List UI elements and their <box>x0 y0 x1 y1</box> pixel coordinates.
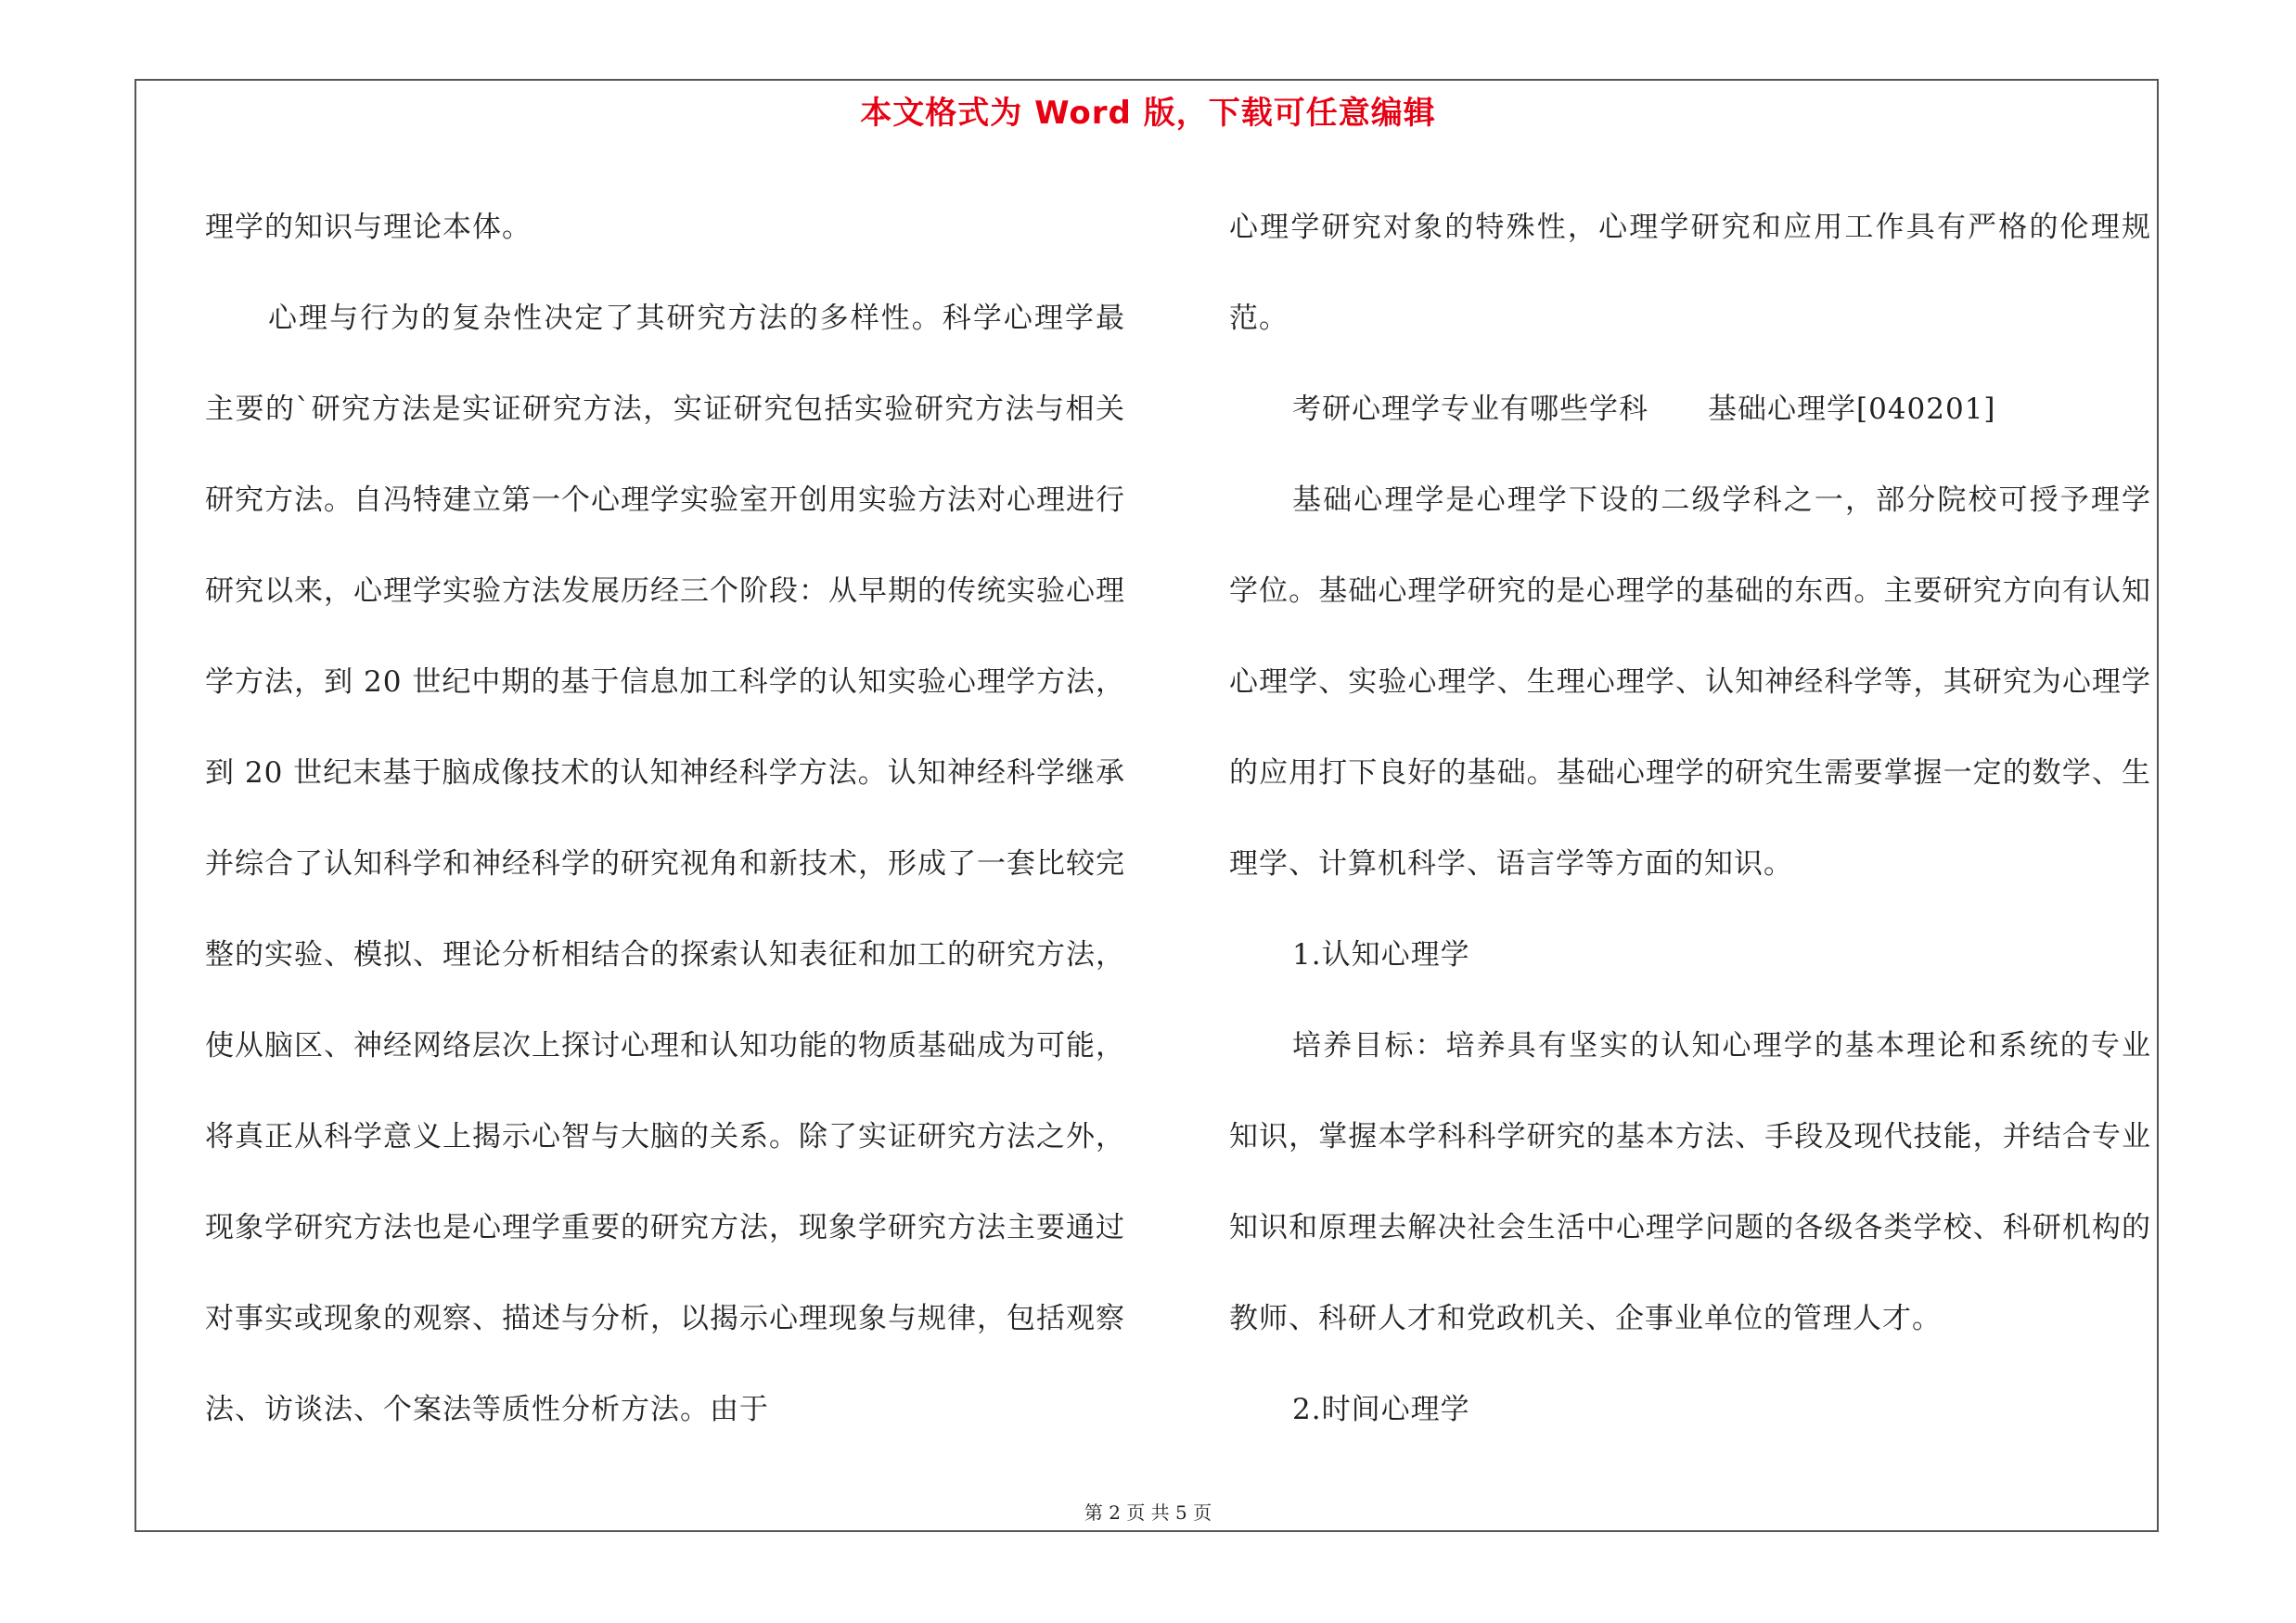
right-column <box>1229 182 2151 1455</box>
paragraph-basic-psychology: 基础心理学是心理学下设的二级学科之一，部分院校可授予理学学位。基础心理学研究的是心理学的基础的东西。主要研究方向有认知心理学、实验心理学、生理心理学、认知神经科学等，其研究为心理学的应用打下良好的基础。基础心理学的研究生需要掌握一定的数学、生理学、计算机科学、语言学等方面的知识。 <box>1229 483 2151 881</box>
subheading-time-psychology: 2.时间心理学 <box>1292 1393 1470 1426</box>
left-column <box>205 182 1125 1455</box>
subheading-cognitive-psychology: 1.认知心理学 <box>1292 938 1470 972</box>
paragraph-training-goals: 培养目标：培养具有坚实的认知心理学的基本理论和系统的专业知识，掌握本学科科学研究的基本方法、手段及现代技能，并结合专业知识和原理去解决社会生活中心理学问题的各级各类学校、科研机构的教师、科研人才和党政机关、企事业单位的管理人才。 <box>1229 1029 2151 1335</box>
paragraph-research-methods: 心理与行为的复杂性决定了其研究方法的多样性。科学心理学最主要的`研究方法是实证研究方法，实证研究包括实验研究方法与相关研究方法。自冯特建立第一个心理学实验室开创用实验方法对心理进行研究以来，心理学实验方法发展历经三个阶段：从早期的传统实验心理学方法，到 20 世纪中期的基于信息加工科学的认知实验心理学方法，到 20 世纪末基于脑成像技术的认知神经科学方法。认知神经科学继承并综合了认知科学和神经科学的研究视角和新技术，形成了一套比较完整的实验、模拟、理论分析相结合的探索认知表征和加工的研究方法，使从脑区、神经网络层次上探讨心理和认知功能的物质基础成为可能，将真正从科学意义上揭示心智与大脑的关系。除了实证研究方法之外，现象学研究方法也是心理学重要的研究方法，现象学研究方法主要通过对事实或现象的观察、描述与分析，以揭示心理现象与规律，包括观察法、访谈法、个案法等质性分析方法。由于 <box>205 302 1125 1426</box>
page-number: 第 2 页 共 5 页 <box>1084 1501 1212 1524</box>
paragraph-ethics: 心理学研究对象的特殊性，心理学研究和应用工作具有严格的伦理规范。 <box>1229 211 2151 335</box>
document-banner: 本文格式为 Word 版，下载可任意编辑 <box>860 95 1436 132</box>
section-heading-disciplines: 考研心理学专业有哪些学科 基础心理学[040201] <box>1292 393 1996 426</box>
paragraph-continuation: 理学的知识与理论本体。 <box>205 211 532 244</box>
